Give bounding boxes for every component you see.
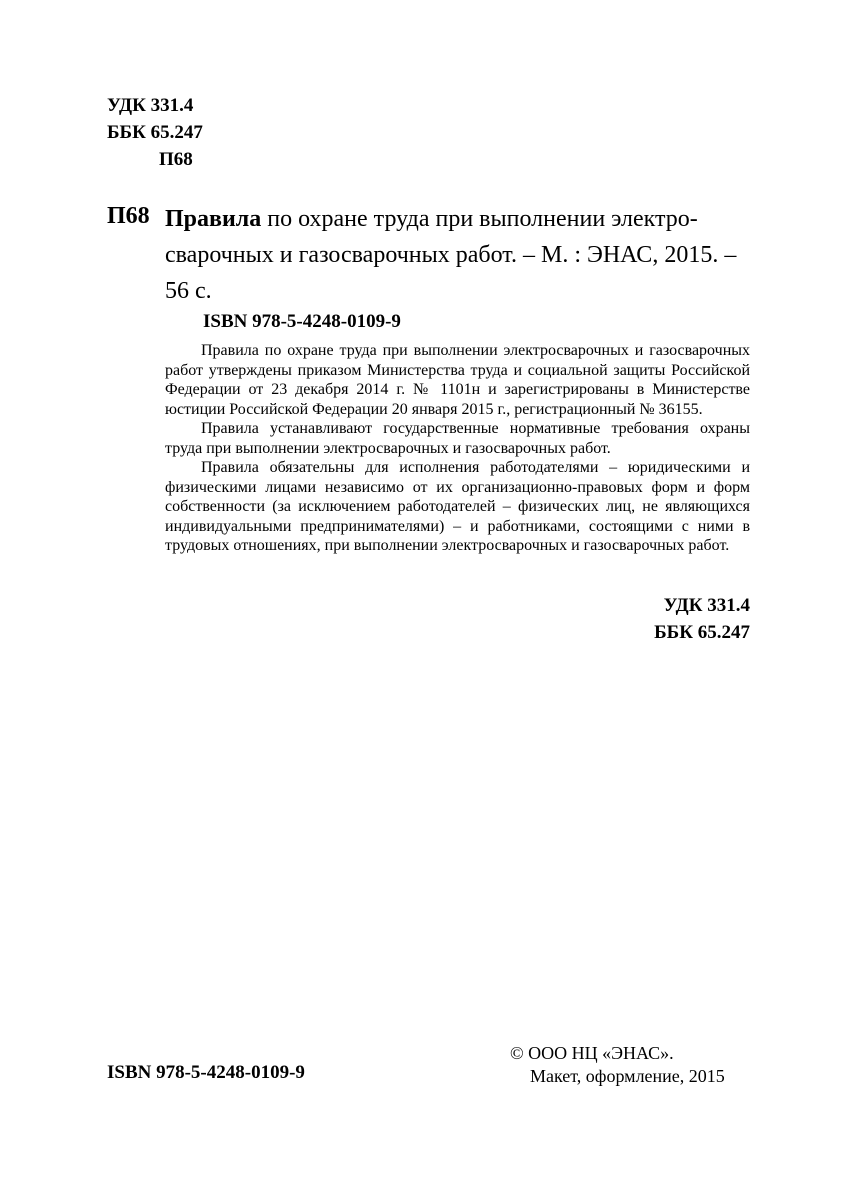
abstract-paragraph: Правила обязательны для исполнения работодателями – юридическими и физическими лицами независимо от их организационно-правовых форм и форм собственности (за исключением работодателей – физических лиц, не являющихся индивидуальными предпринимателями) – и работниками, состоящими с ними в трудовых отношениях, при выполнении электросварочных и газосварочных работ.: [165, 459, 750, 554]
bbk-code: ББК 65.247: [107, 122, 203, 143]
book-title: Правила: [165, 206, 262, 232]
copyright-line: © ООО НЦ «ЭНАС».: [510, 1043, 674, 1063]
bibliographic-record: [165, 201, 750, 309]
biblio-line-3: 56 с.: [165, 278, 212, 304]
author-mark-left: П68: [107, 203, 150, 229]
bbk-code: ББК 65.247: [654, 622, 750, 643]
isbn-footer: ISBN 978-5-4248-0109-9: [107, 1062, 305, 1083]
copyright-notice: [510, 1042, 725, 1088]
classification-codes-bottom: [654, 592, 750, 646]
udk-code: УДК 331.4: [107, 95, 194, 116]
abstract: [165, 341, 750, 556]
author-mark: П68: [159, 149, 193, 170]
abstract-paragraph: Правила устанавливают государственные нормативные требования охраны труда при выполнении электросварочных и газосварочных работ.: [165, 420, 750, 457]
abstract-paragraph: Правила по охране труда при выполнении электросварочных и газосварочных работ утверждены приказом Министерства труда и социальной защиты Российской Федерации от 23 декабря 2014 г. № 1101н и зарегистрированы в Министерстве юстиции Российской Федерации 20 января 2015 г., регистрационный № 36155.: [165, 342, 750, 418]
biblio-line-2: сварочных и газосварочных работ. – М. : ЭНАС, 2015. –: [165, 242, 737, 268]
layout-credit: Макет, оформление, 2015: [530, 1066, 725, 1086]
isbn-record: ISBN 978-5-4248-0109-9: [203, 311, 401, 332]
classification-codes-top: [107, 92, 203, 173]
udk-code: УДК 331.4: [663, 595, 750, 616]
biblio-line-1: Правила по охране труда при выполнении электро-: [165, 206, 698, 232]
